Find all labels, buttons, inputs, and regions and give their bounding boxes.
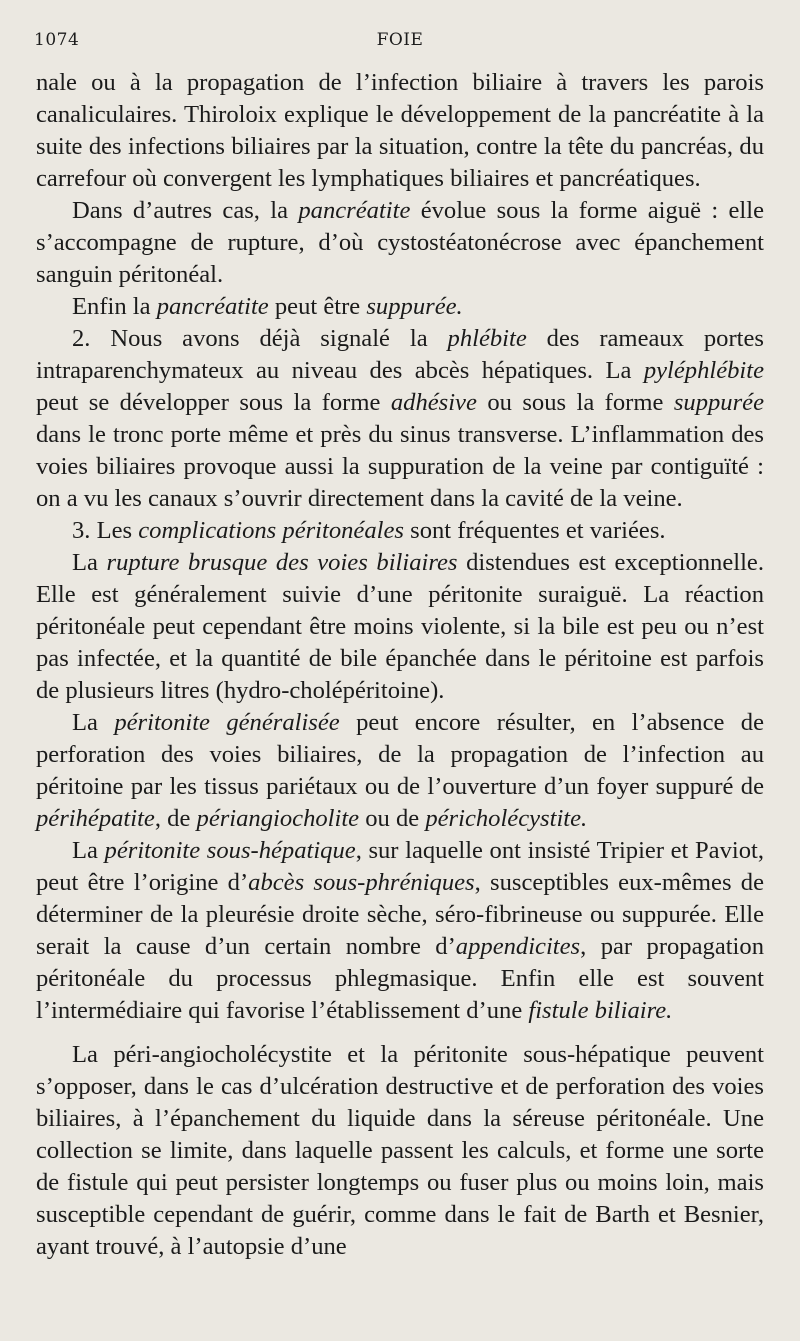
text-span: peut encore résulter, en l’absence de perforation des voies biliaires, de la propagation de l’infection au péritoine par les tissus pariétaux ou de l’ouverture d’un foyer suppuré de: [36, 709, 765, 800]
text-span: , susceptibles eux-mêmes de déterminer de la pleurésie droite sèche, séro-fibrineuse ou suppurée. Elle serait la cause d’un certain nombre d’: [36, 869, 764, 960]
text-span: , par propagation péritonéale du processus phlegmasique. Enfin elle est souvent l’intermédiaire qui favorise l’établissement d’une: [36, 933, 764, 1024]
text-span: Dans d’autres cas, la: [72, 197, 299, 224]
italic-text: rupture brusque des voies biliaires: [106, 549, 458, 576]
text-span: dans le tronc porte même et près du sinus transverse. L’inflammation des voies biliaires provoque aussi la suppuration de la veine par contiguïté : on a vu les canaux s’ouvrir directement dans la cavité de la veine.: [36, 421, 764, 512]
text-span: La: [72, 709, 115, 736]
text-span: ou de: [359, 805, 426, 832]
text-span: évolue sous la forme aiguë : elle s’accompagne de rupture, d’où cystostéatonécrose avec épanchement sanguin péritonéal.: [36, 197, 764, 288]
italic-text: pyléphlébite: [643, 357, 764, 384]
text-span: ou sous la forme: [476, 389, 674, 416]
text-span: nale ou à la propagation de l’infection biliaire à travers les parois canaliculaires. Thiroloix explique le développement de la pancréatite à la suite des infections biliaires par la situation, contre la tête du pancréas, du carrefour où convergent les lymphatiques biliaires et pancréatiques.: [36, 69, 764, 192]
italic-text: abcès sous-phréniques: [248, 869, 475, 896]
text-span: peut être: [268, 293, 367, 320]
italic-text: appendicites: [455, 933, 581, 960]
body-text: [36, 67, 764, 1263]
running-head: FOIE: [376, 30, 424, 50]
text-span: 2. Nous avons déjà signalé la: [72, 325, 448, 352]
text-span: distendues est exceptionnelle. Elle est généralement suivie d’une péritonite suraiguë. La réaction péritonéale peut cependant être moins violente, si la bile est peu ou n’est pas infectée, et la quantité de bile épanchée dans le péritoine est parfois de plusieurs litres (hydro-cholépéritoine).: [36, 549, 764, 704]
italic-text: pancréatite: [156, 293, 269, 320]
paragraph: [36, 323, 764, 515]
italic-text: périhépatite: [36, 805, 155, 832]
text-span: La péri-angiocholécystite et la péritonite sous-hépatique peuvent s’opposer, dans le cas d’ulcération destructive et de perforation des voies biliaires, à l’épanchement du liquide dans la séreuse péritonéale. Une collection se limite, dans laquelle passent les calculs, et forme une sorte de fistule qui peut persister longtemps ou fuser plus ou moins loin, mais susceptible cependant de guérir, comme dans le fait de Barth et Besnier, ayant trouvé, à l’autopsie d’une: [36, 1041, 764, 1260]
paragraph: [36, 835, 764, 1027]
paragraph: [36, 195, 764, 291]
text-span: peut se développer sous la forme: [36, 389, 391, 416]
italic-text: périangiocholite: [196, 805, 360, 832]
paragraph: [36, 67, 764, 195]
text-span: , de: [154, 805, 197, 832]
paragraph-gap: [36, 1027, 764, 1039]
page-header: [34, 30, 766, 58]
italic-text: phlébite: [447, 325, 527, 352]
text-span: La: [72, 837, 105, 864]
italic-text: fistule biliaire.: [528, 997, 673, 1024]
paragraph: [36, 515, 764, 547]
italic-text: complications péritonéales: [138, 517, 404, 544]
text-span: , sur laquelle ont insisté Tripier et Paviot, peut être l’origine d’: [36, 837, 764, 896]
text-span: sont fréquentes et variées.: [403, 517, 666, 544]
paragraph: [36, 1039, 764, 1263]
text-span: des rameaux portes intraparenchymateux au niveau des abcès hépatiques. La: [36, 325, 764, 384]
italic-text: adhésive: [390, 389, 477, 416]
page-number: 1074: [34, 30, 80, 50]
text-span: 3. Les: [72, 517, 139, 544]
paragraph: [36, 707, 764, 835]
text-span: Enfin la: [72, 293, 157, 320]
italic-text: suppurée.: [366, 293, 463, 320]
text-span: La: [72, 549, 107, 576]
italic-text: pancréatite: [298, 197, 411, 224]
italic-text: péritonite généralisée: [114, 709, 340, 736]
italic-text: péricholécystite.: [425, 805, 588, 832]
paragraph: [36, 547, 764, 707]
italic-text: péritonite sous-hépatique: [104, 837, 356, 864]
paragraph: [36, 291, 764, 323]
italic-text: suppurée: [673, 389, 764, 416]
